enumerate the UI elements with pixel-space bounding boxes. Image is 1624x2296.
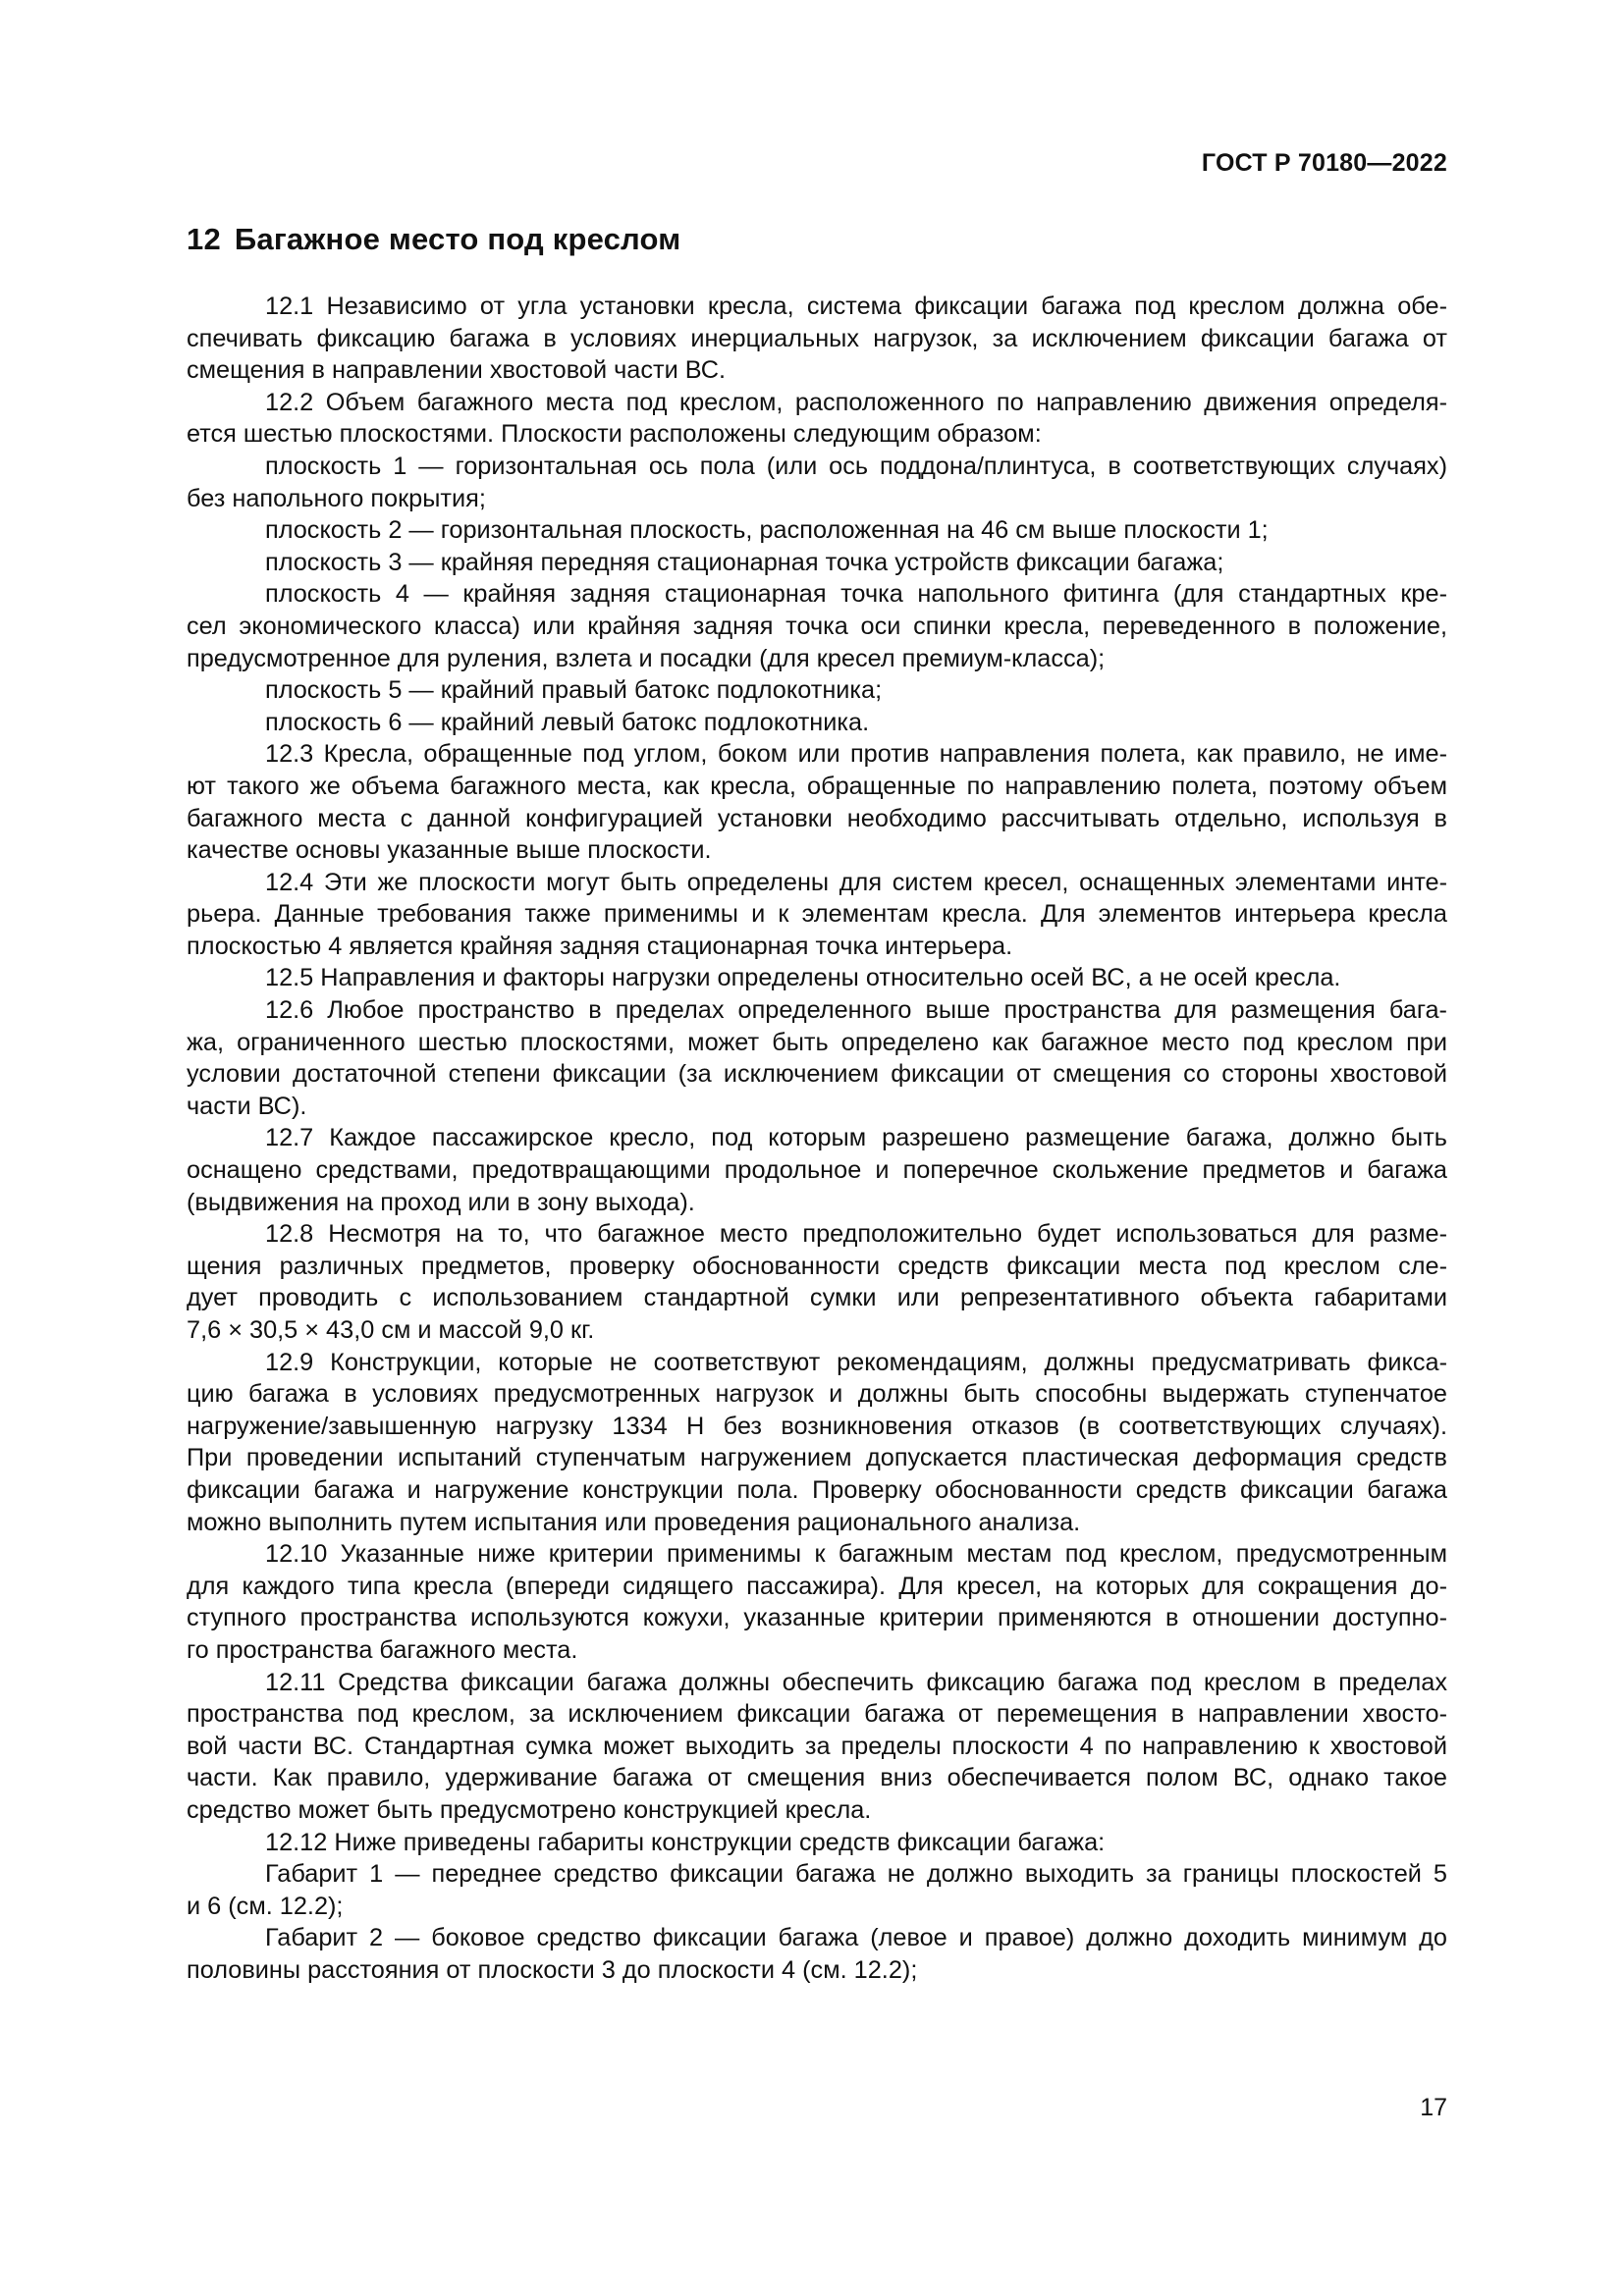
paragraph [187, 1667, 1447, 1827]
paragraph-line: спечивать фиксацию багажа в условиях инерциальных нагрузок, за исключением фиксации багажа от [187, 324, 1447, 352]
paragraph [187, 1347, 1447, 1539]
paragraph [187, 291, 1447, 387]
paragraph-line: 12.9 Конструкции, которые не соответствуют рекомендациям, должны предусматривать фикса- [265, 1348, 1447, 1376]
paragraph-line: ют такого же объема багажного места, как кресла, обращенные по направлению полета, поэтому объем [187, 772, 1447, 800]
paragraph [187, 674, 1447, 707]
paragraph-line: плоскость 3 — крайняя передняя стационарная точка устройств фиксации багажа; [265, 548, 1224, 576]
paragraph-line: При проведении испытаний ступенчатым нагружением допускается пластическая деформация средств [187, 1444, 1447, 1472]
paragraph-line: без напольного покрытия; [187, 484, 486, 512]
paragraph [187, 1538, 1447, 1666]
paragraph-line: пространства под креслом, за исключением фиксации багажа от перемещения в направлении хвосто- [187, 1700, 1447, 1729]
paragraph-line: 12.10 Указанные ниже критерии применимы к багажным местам под креслом, предусмотренным [265, 1540, 1447, 1569]
paragraph-line: го пространства багажного места. [187, 1635, 578, 1664]
paragraph [187, 1827, 1447, 1859]
paragraph-line: половины расстояния от плоскости 3 до плоскости 4 (см. 12.2); [187, 1955, 918, 1984]
paragraph [187, 1858, 1447, 1922]
paragraph [187, 738, 1447, 866]
paragraph [187, 547, 1447, 579]
paragraph-line: 12.1 Независимо от угла установки кресла, система фиксации багажа под креслом должна обе- [265, 293, 1447, 320]
paragraph [187, 1218, 1447, 1346]
paragraph-line: щения различных предметов, проверку обоснованности средств фиксации места под креслом сле- [187, 1252, 1447, 1280]
paragraph-line: плоскость 2 — горизонтальная плоскость, расположенная на 46 см выше плоскости 1; [265, 516, 1269, 545]
paragraph-line: 7,6 × 30,5 × 43,0 см и массой 9,0 кг. [187, 1316, 595, 1344]
paragraph [187, 867, 1447, 963]
paragraph-line: рьера. Данные требования также применимы и к элементам кресла. Для элементов интерьера кресла [187, 900, 1447, 929]
paragraph-line: плоскость 4 — крайняя задняя стационарная точка напольного фитинга (для стандартных кре- [265, 580, 1447, 609]
paragraph-line: средство может быть предусмотрено конструкцией кресла. [187, 1795, 872, 1824]
paragraph-line: качестве основы указанные выше плоскости. [187, 836, 712, 865]
document-body [187, 291, 1447, 1986]
paragraph [187, 1122, 1447, 1218]
paragraph-line: оснащено средствами, предотвращающими продольное и поперечное скольжение предметов и багажа [187, 1156, 1447, 1185]
paragraph-line: сел экономического класса) или крайняя задняя точка оси спинки кресла, переведенного в положение, [187, 612, 1447, 640]
paragraph-line: дует проводить с использованием стандартной сумки или репрезентативного объекта габаритами [187, 1284, 1447, 1312]
paragraph [187, 1922, 1447, 1986]
paragraph-line: 12.2 Объем багажного места под креслом, расположенного по направлению движения определя- [265, 388, 1447, 416]
page-number: 17 [1420, 2094, 1447, 2121]
paragraph-line: смещения в направлении хвостовой части ВС. [187, 356, 727, 385]
paragraph-line: части. Как правило, удерживание багажа от смещения вниз обеспечивается полом ВС, однако такое [187, 1764, 1447, 1792]
paragraph-line: 12.4 Эти же плоскости могут быть определены для систем кресел, оснащенных элементами инте- [265, 868, 1447, 896]
paragraph-line: 12.11 Средства фиксации багажа должны обеспечить фиксацию багажа под креслом в пределах [265, 1668, 1447, 1696]
paragraph-line: Габарит 2 — боковое средство фиксации багажа (левое и правое) должно доходить минимум до [265, 1924, 1447, 1952]
paragraph [187, 578, 1447, 674]
paragraph-line: плоскость 6 — крайний левый батокс подлокотника. [265, 708, 870, 736]
paragraph-line: нагружение/завышенную нагрузку 1334 Н без возникновения отказов (в соответствующих случаях). [187, 1412, 1447, 1440]
section-title [187, 222, 680, 257]
paragraph-line: вой части ВС. Стандартная сумка может выходить за пределы плоскости 4 по направлению к хвостовой [187, 1732, 1447, 1760]
paragraph-line: жа, ограниченного шестью плоскостями, может быть определено как багажное место под креслом при [187, 1028, 1447, 1056]
document-code: ГОСТ Р 70180—2022 [1201, 149, 1447, 177]
paragraph-line: для каждого типа кресла (впереди сидящего пассажира). Для кресел, на которых для сокращения до- [187, 1572, 1447, 1600]
paragraph [187, 962, 1447, 994]
paragraph-line: плоскость 5 — крайний правый батокс подлокотника; [265, 676, 883, 705]
paragraph-line: условии достаточной степени фиксации (за исключением фиксации от смещения со стороны хвостовой [187, 1060, 1447, 1089]
paragraph-line: 12.12 Ниже приведены габариты конструкции средств фиксации багажа: [265, 1828, 1106, 1856]
paragraph-line: багажного места с данной конфигурацией установки необходимо рассчитывать отдельно, используя в [187, 804, 1447, 832]
paragraph-line: Габарит 1 — переднее средство фиксации багажа не должно выходить за границы плоскостей 5 [265, 1860, 1447, 1889]
paragraph [187, 994, 1447, 1122]
paragraph-line: плоскость 1 — горизонтальная ось пола (или ось поддона/плинтуса, в соответствующих случаях) [265, 452, 1447, 480]
paragraph [187, 514, 1447, 547]
paragraph-line: 12.5 Направления и факторы нагрузки определены относительно осей ВС, а не осей кресла. [265, 964, 1341, 992]
paragraph-line: предусмотренное для руления, взлета и посадки (для кресел премиум-класса); [187, 644, 1106, 672]
paragraph [187, 387, 1447, 451]
paragraph-line: части ВС). [187, 1092, 307, 1120]
paragraph-line: ется шестью плоскостями. Плоскости расположены следующим образом: [187, 420, 1042, 449]
paragraph-line: фиксации багажа и нагружение конструкции пола. Проверку обоснованности средств фиксации багажа [187, 1475, 1447, 1504]
paragraph-line: 12.6 Любое пространство в пределах определенного выше пространства для размещения бага- [265, 996, 1447, 1025]
section-number: 12 [187, 222, 221, 256]
paragraph-line: ступного пространства используются кожухи, указанные критерии применяются в отношении доступно- [187, 1604, 1447, 1632]
paragraph-line: плоскостью 4 является крайняя задняя стационарная точка интерьера. [187, 932, 1013, 960]
paragraph-line: 12.7 Каждое пассажирское кресло, под которым разрешено размещение багажа, должно быть [265, 1124, 1447, 1152]
paragraph-line: и 6 (см. 12.2); [187, 1892, 344, 1920]
paragraph [187, 707, 1447, 739]
paragraph-line: 12.3 Кресла, обращенные под углом, боком или против направления полета, как правило, не име- [265, 740, 1447, 769]
paragraph-line: (выдвижения на проход или в зону выхода). [187, 1188, 695, 1216]
paragraph-line: цию багажа в условиях предусмотренных нагрузок и должны быть способны выдержать ступенчатое [187, 1380, 1447, 1409]
section-title-text: Багажное место под креслом [234, 222, 681, 256]
paragraph [187, 451, 1447, 514]
paragraph-line: 12.8 Несмотря на то, что багажное место предположительно будет использоваться для разме- [265, 1220, 1447, 1249]
paragraph-line: можно выполнить путем испытания или проведения рационального анализа. [187, 1508, 1081, 1536]
